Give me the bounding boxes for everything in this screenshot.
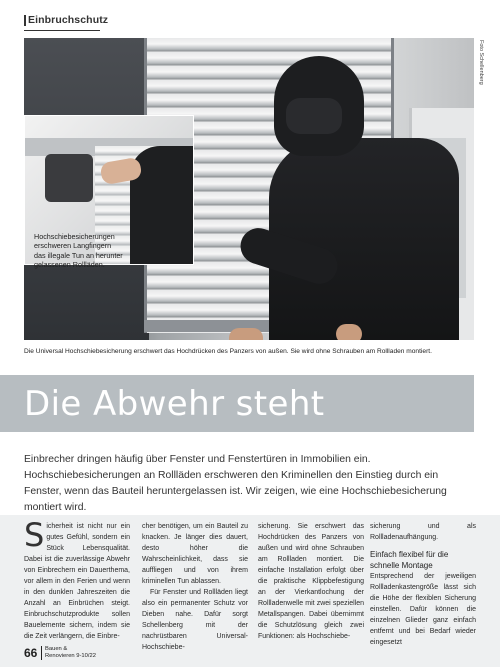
article-headline: Die Abwehr steht bbox=[24, 384, 325, 424]
body-column-3 bbox=[258, 521, 364, 642]
column-1-text: icherheit ist nicht nur ein gutes Gefühl, sondern ein Stück Lebensqualität. Dabei ist die zuverlässige Abwehr von Einbrechern ein Dauerthema, vor allem in den Ferien und wenn in den dunklen Jahreszeiten die Anzahl an Einbrüchen steigt. Einbruchschutzprodukte sollen Bauelemente sichern, indem sie die Zeit verlängern, die Einbre- bbox=[24, 523, 130, 640]
article-lead: Einbrecher dringen häufig über Fenster und Fenstertüren in Immobilien ein. Hochschiebesicherungen an Rollläden erschweren den Kriminellen den Einstieg durch ein Fenster, wenn das Bauteil heruntergelassen ist. Wir zeigen, wie eine Hochschiebesicherung montiert wird. bbox=[24, 454, 447, 513]
body-column-1 bbox=[24, 516, 130, 642]
body-column-4 bbox=[370, 521, 476, 648]
magazine-name: Bauen & bbox=[45, 646, 68, 652]
photo-credit: Foto Schellenberg bbox=[478, 40, 484, 85]
page-number: 66 bbox=[24, 646, 38, 660]
column-4-paragraph-1: sicherung und als Rollladenaufhängung. bbox=[370, 523, 476, 541]
inset-caption: Hochschiebesicherungen erschweren Langfingern das illegale Tun an herunter gelassenen Rollläden. bbox=[34, 232, 123, 270]
column-3-text: sicherung. Sie erschwert das Hochdrücken des Panzers von außen und wird ohne Schrauben am Rollladen montiert. Die einfache Installation erfolgt über die praktische Klippbefestigung an der Vierkantlochung der Rollladenwelle mit zwei speziellen Metallspangen. Dabei übernimmt die Schutzlösung gleich zwei Funktionen: als Hochschiebe- bbox=[258, 523, 364, 640]
photo-burglar-mask bbox=[286, 98, 342, 134]
column-4-paragraph-2: Entsprechend der jeweiligen Rollladenkastengröße lässt sich die Höhe der flexiblen Sicherung einstellen. Dafür können die einzelnen Glieder ganz einfach entfernt und bei Bedarf wieder eingesetzt bbox=[370, 573, 476, 646]
photo-caption: Die Universal Hochschiebesicherung erschwert das Hochdrücken des Panzers von außen. Sie wird ohne Schrauben am Rollladen montiert. bbox=[24, 348, 432, 355]
drop-cap: S bbox=[24, 516, 45, 554]
photo-burglar-hand-left bbox=[229, 328, 263, 340]
magazine-issue-number: Renovieren 9-10/22 bbox=[45, 652, 96, 659]
folio-divider bbox=[41, 646, 42, 660]
section-label: Einbruchschutz bbox=[28, 14, 109, 26]
column-2-paragraph-2: Für Fenster und Rollläden liegt also ein permanenter Schutz vor Dieben nahe. Dafür sorgt Schellenberg mit der nachrüstbaren Universal-Hochschiebe- bbox=[142, 589, 248, 651]
body-column-2 bbox=[142, 521, 248, 653]
column-2-paragraph-1: cher benötigen, um ein Bauteil zu knacken. Je länger dies dauert, desto höher die Wahrscheinlichkeit, dass sie auffliegen und von ihrem kriminellen Tun ablassen. bbox=[142, 523, 248, 585]
inset-security-device bbox=[45, 154, 93, 202]
photo-burglar-hand-right bbox=[336, 324, 362, 340]
main-photo bbox=[24, 38, 474, 340]
magazine-issue bbox=[45, 646, 96, 660]
column-4-subheading: Einfach flexibel für die schnelle Montage bbox=[370, 550, 449, 570]
section-rule bbox=[24, 30, 100, 31]
